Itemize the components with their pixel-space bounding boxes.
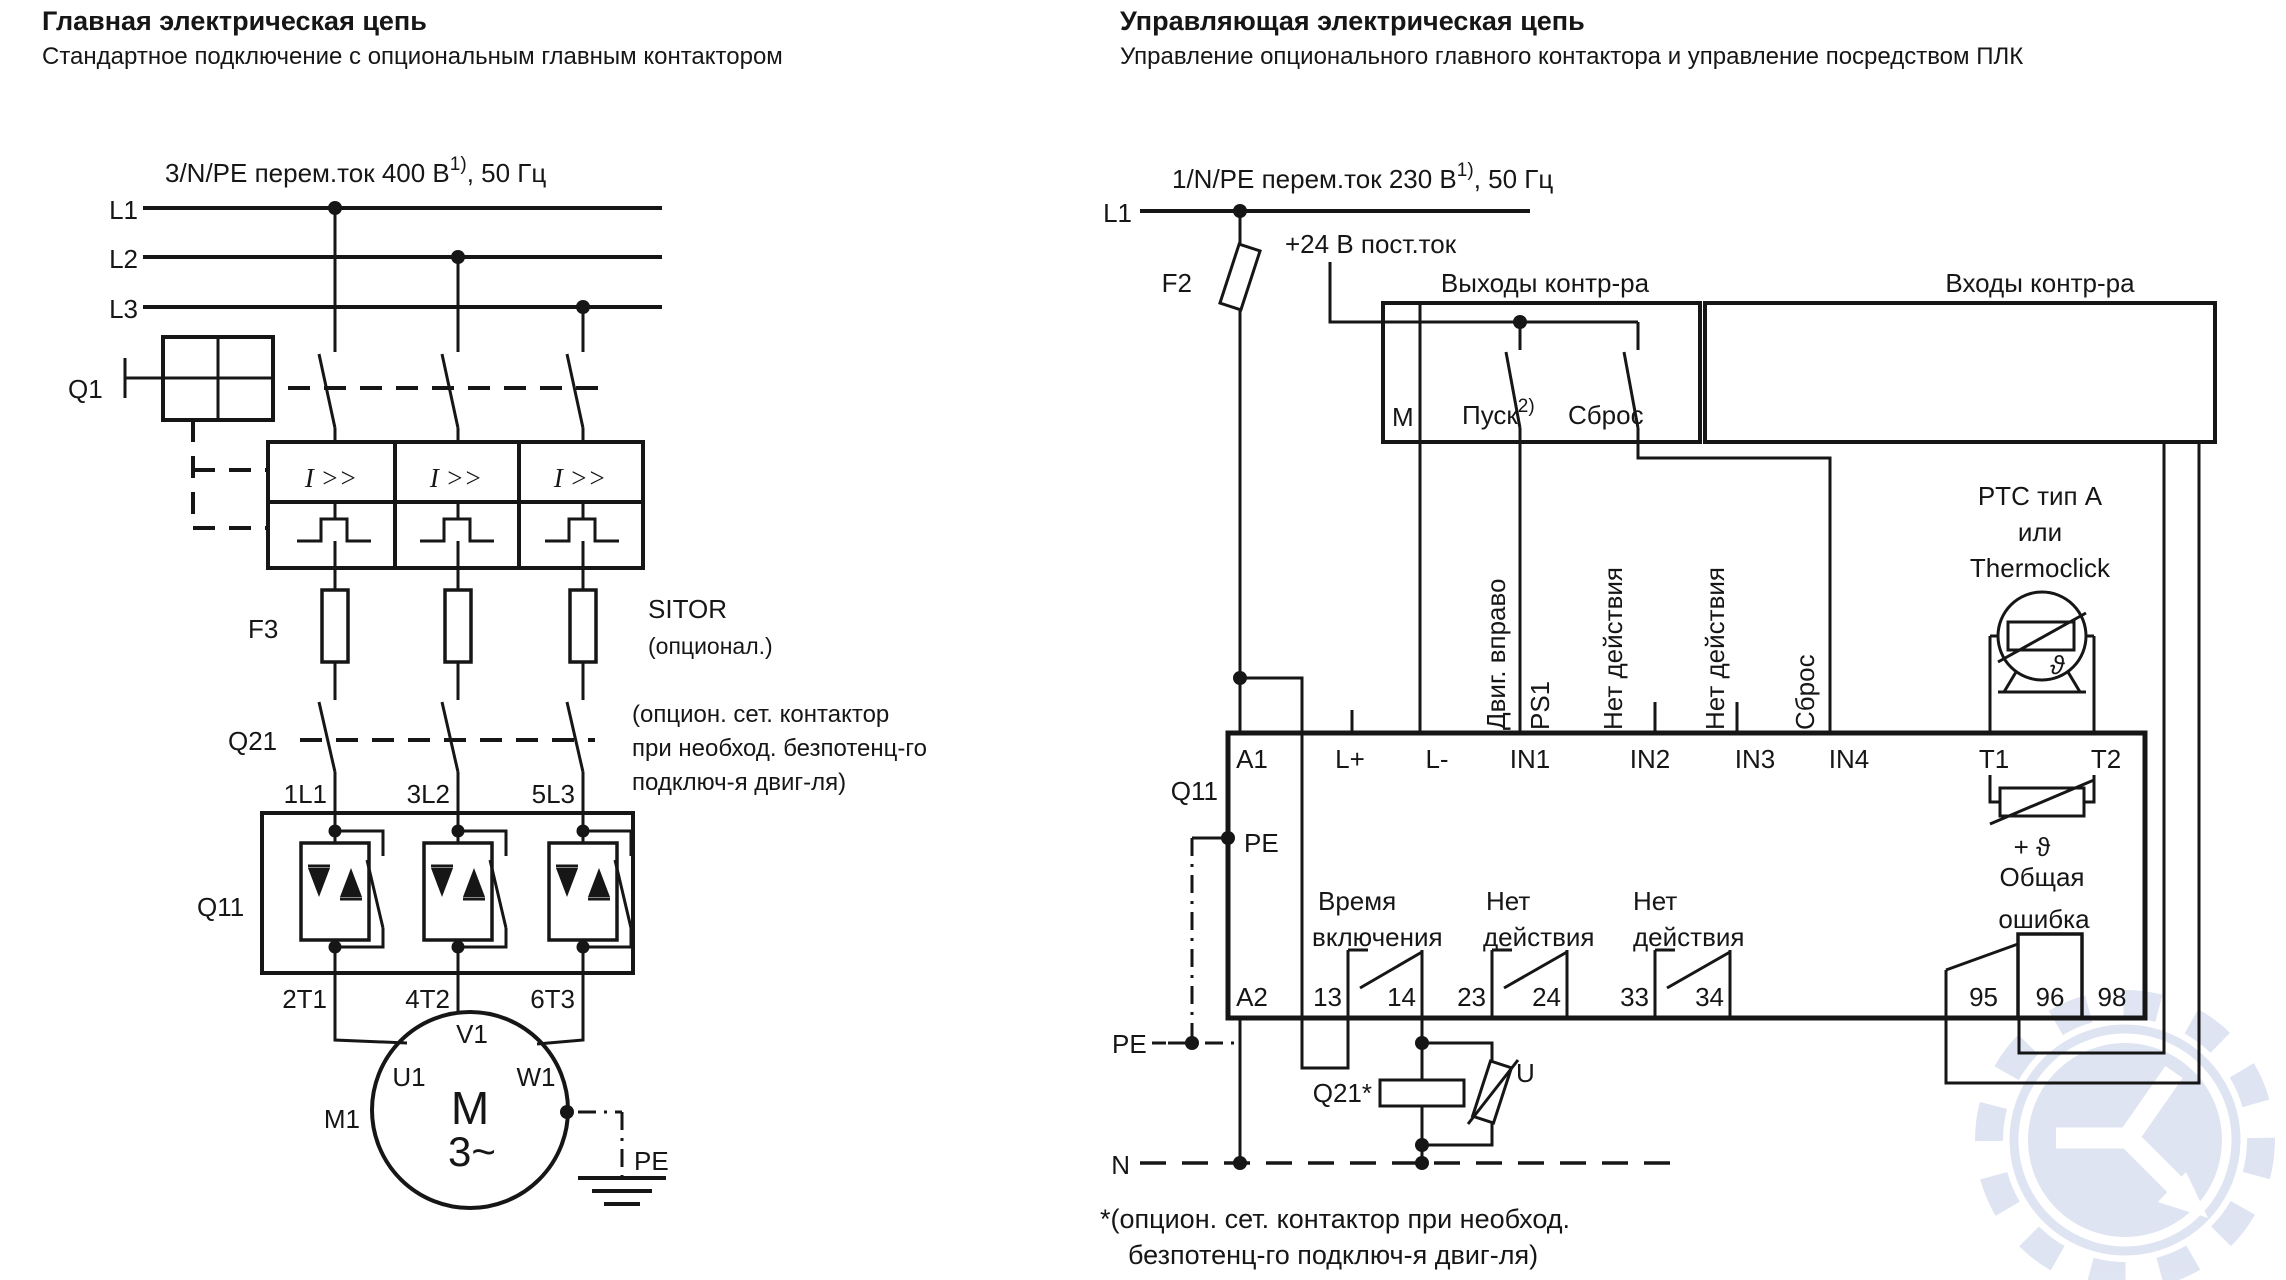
terminal-96: 96 [2035, 982, 2065, 1012]
motor-name: M1 [323, 1104, 360, 1134]
fuse-3 [570, 568, 596, 700]
trip-element-2 [420, 502, 494, 568]
q1-label: Q1 [68, 374, 103, 404]
terminal-98: 98 [2097, 982, 2127, 1012]
motor-u1: U1 [392, 1062, 426, 1092]
phase-l3-label: L3 [109, 294, 138, 324]
internal-thermistor [1990, 775, 2094, 862]
terminal-t1: T1 [1978, 744, 2010, 774]
contactor-q21 [228, 701, 927, 813]
terminal-lplus: L+ [1335, 744, 1365, 774]
terminal-in1: IN1 [1509, 744, 1551, 774]
left-supply-label: 3/N/PE перем.ток 400 $В^{1)}$, 50 Гц [165, 154, 547, 188]
footnote-line-1: *(опцион. сет. контактор при необход. [1100, 1204, 1571, 1234]
terminal-1l1: 1L1 [283, 779, 327, 809]
ptc-sensor [1970, 481, 2111, 733]
terminal-95: 95 [1969, 982, 1998, 1012]
plc-reset-label: Сброс [1568, 400, 1644, 430]
control-l1-label: L1 [1103, 198, 1132, 228]
q21-note-3: подключ-я двиг-ля) [632, 769, 847, 796]
plc-m-label: М [1392, 402, 1414, 432]
motor-pe-ground [560, 1105, 669, 1204]
in1-ps1: PS1 [1525, 680, 1555, 730]
ground-symbol-icon [578, 1178, 666, 1204]
phase-l2-label: L2 [109, 244, 138, 274]
softstarter-q11-power [197, 813, 633, 1014]
fuses-f3 [248, 568, 773, 700]
softstarter-q11-control [1171, 442, 2199, 1163]
theta-symbol: ϑ [2050, 650, 2065, 680]
q21-note-1: (опцион. сет. контактор [632, 701, 890, 728]
terminal-a2: A2 [1236, 982, 1268, 1012]
terminal-a1: A1 [1236, 744, 1268, 774]
plc-inputs-title: Входы контр-ра [1945, 268, 2135, 298]
watermark-logo [1989, 1004, 2261, 1276]
f2-label: F2 [1161, 268, 1192, 298]
fuse-2 [445, 568, 471, 700]
thyristor-module [424, 813, 506, 973]
terminal-13: 13 [1313, 982, 1342, 1012]
motor-pe-label: PE [634, 1146, 669, 1176]
right-headers [1120, 6, 2023, 70]
terminal-in3: IN3 [1734, 744, 1776, 774]
left-subtitle: Стандартное подключение с опциональным главным контактором [42, 43, 783, 70]
terminal-2t1: 2T1 [282, 984, 327, 1014]
overcurrent-symbol-2: I >> [429, 463, 483, 493]
q21-coil-label: Q21* [1312, 1078, 1372, 1108]
footnote-line-2: безпотенц-го подключ-я двиг-ля) [1128, 1240, 1539, 1270]
ptc-label-3: Thermoclick [1969, 553, 2111, 583]
terminal-in2: IN2 [1629, 744, 1671, 774]
terminal-t2: T2 [2090, 744, 2122, 774]
motor-m1 [324, 973, 669, 1208]
terminal-6t3: 6T3 [530, 984, 575, 1014]
q21-coil-circuit [1313, 1018, 1535, 1163]
n-label: N [1111, 1150, 1130, 1180]
terminal-4t2: 4T2 [405, 984, 450, 1014]
right-title: Управляющая электрическая цепь [1120, 6, 1585, 36]
ontime-label-2: включения [1312, 922, 1443, 952]
terminal-33: 33 [1620, 982, 1649, 1012]
na1-label-1: Нет [1486, 886, 1531, 916]
left-headers [42, 6, 783, 70]
overcurrent-symbol-1: I >> [304, 463, 358, 493]
terminal-24: 24 [1532, 982, 1561, 1012]
footnote [1100, 1204, 1570, 1270]
input-function-labels [1352, 567, 1820, 733]
q1-pole-3 [567, 307, 583, 442]
in1-function: Двиг. вправо [1481, 578, 1511, 730]
na2-label-1: Нет [1633, 886, 1678, 916]
in3-function: Нет действия [1700, 567, 1730, 730]
terminal-lminus: L- [1425, 744, 1449, 774]
overcurrent-symbol-3: I >> [553, 463, 607, 493]
terminal-in4: IN4 [1828, 744, 1870, 774]
in4-function: Сброс [1790, 654, 1820, 730]
motor-m: M [450, 1082, 490, 1134]
varistor-label: U [1516, 1058, 1535, 1088]
trip-element-3 [545, 502, 619, 568]
na1-label-2: действия [1483, 922, 1595, 952]
ontime-label-1: Время [1318, 886, 1397, 916]
plc-outputs-title: Выходы контр-ра [1440, 268, 1650, 298]
trip-element-1 [297, 502, 371, 568]
left-title: Главная электрическая цепь [42, 6, 427, 36]
thermistor-sensor-icon [1998, 592, 2086, 692]
terminal-14: 14 [1387, 982, 1416, 1012]
sitor-label: SITOR [648, 594, 727, 624]
dc24-label: +24 В пост.ток [1285, 229, 1457, 259]
terminal-23: 23 [1457, 982, 1486, 1012]
phase-l1-label: L1 [109, 195, 138, 225]
q11-right-label: Q11 [1170, 776, 1218, 806]
terminal-5l3: 5L3 [531, 779, 575, 809]
terminal-3l2: 3L2 [406, 779, 450, 809]
q1-pole-1 [319, 208, 335, 442]
sitor-note: (опционал.) [648, 633, 773, 659]
right-subtitle: Управление опционального главного контактора и управление посредством ПЛК [1120, 43, 2024, 70]
left-supply-bus [109, 154, 662, 324]
plus-theta-label: + ϑ [2013, 832, 2051, 862]
q1-pole-2 [442, 257, 458, 442]
ptc-label-1: PTC тип A [1977, 481, 2103, 511]
pe-bottom-label: PE [1112, 1029, 1147, 1059]
fault-label-1: Общая [1999, 862, 2085, 892]
ptc-label-2: или [2017, 517, 2063, 547]
plc-start-label: Пуск$^{2)}$ [1462, 396, 1535, 430]
motor-3ph: 3~ [448, 1128, 496, 1175]
overcurrent-relay-unit [268, 442, 643, 568]
na2-label-2: действия [1633, 922, 1745, 952]
in2-function: Нет действия [1598, 567, 1628, 730]
thyristor-module [301, 813, 383, 973]
fuse-1 [322, 568, 348, 700]
control-supply-label: 1/N/PE перем.ток 230 $В^{1)}$, 50 Гц [1172, 160, 1554, 194]
f3-label: F3 [248, 614, 279, 644]
q21-label: Q21 [228, 726, 278, 756]
terminal-34: 34 [1695, 982, 1724, 1012]
q11-left-label: Q11 [197, 892, 245, 922]
motor-w1: W1 [516, 1062, 556, 1092]
terminal-pe: PE [1244, 828, 1279, 858]
q21-note-2: при необход. безпотенц-го [632, 735, 927, 762]
fault-label-2: ошибка [1998, 904, 2090, 934]
thyristor-module [549, 813, 631, 973]
motor-v1: V1 [456, 1019, 488, 1049]
